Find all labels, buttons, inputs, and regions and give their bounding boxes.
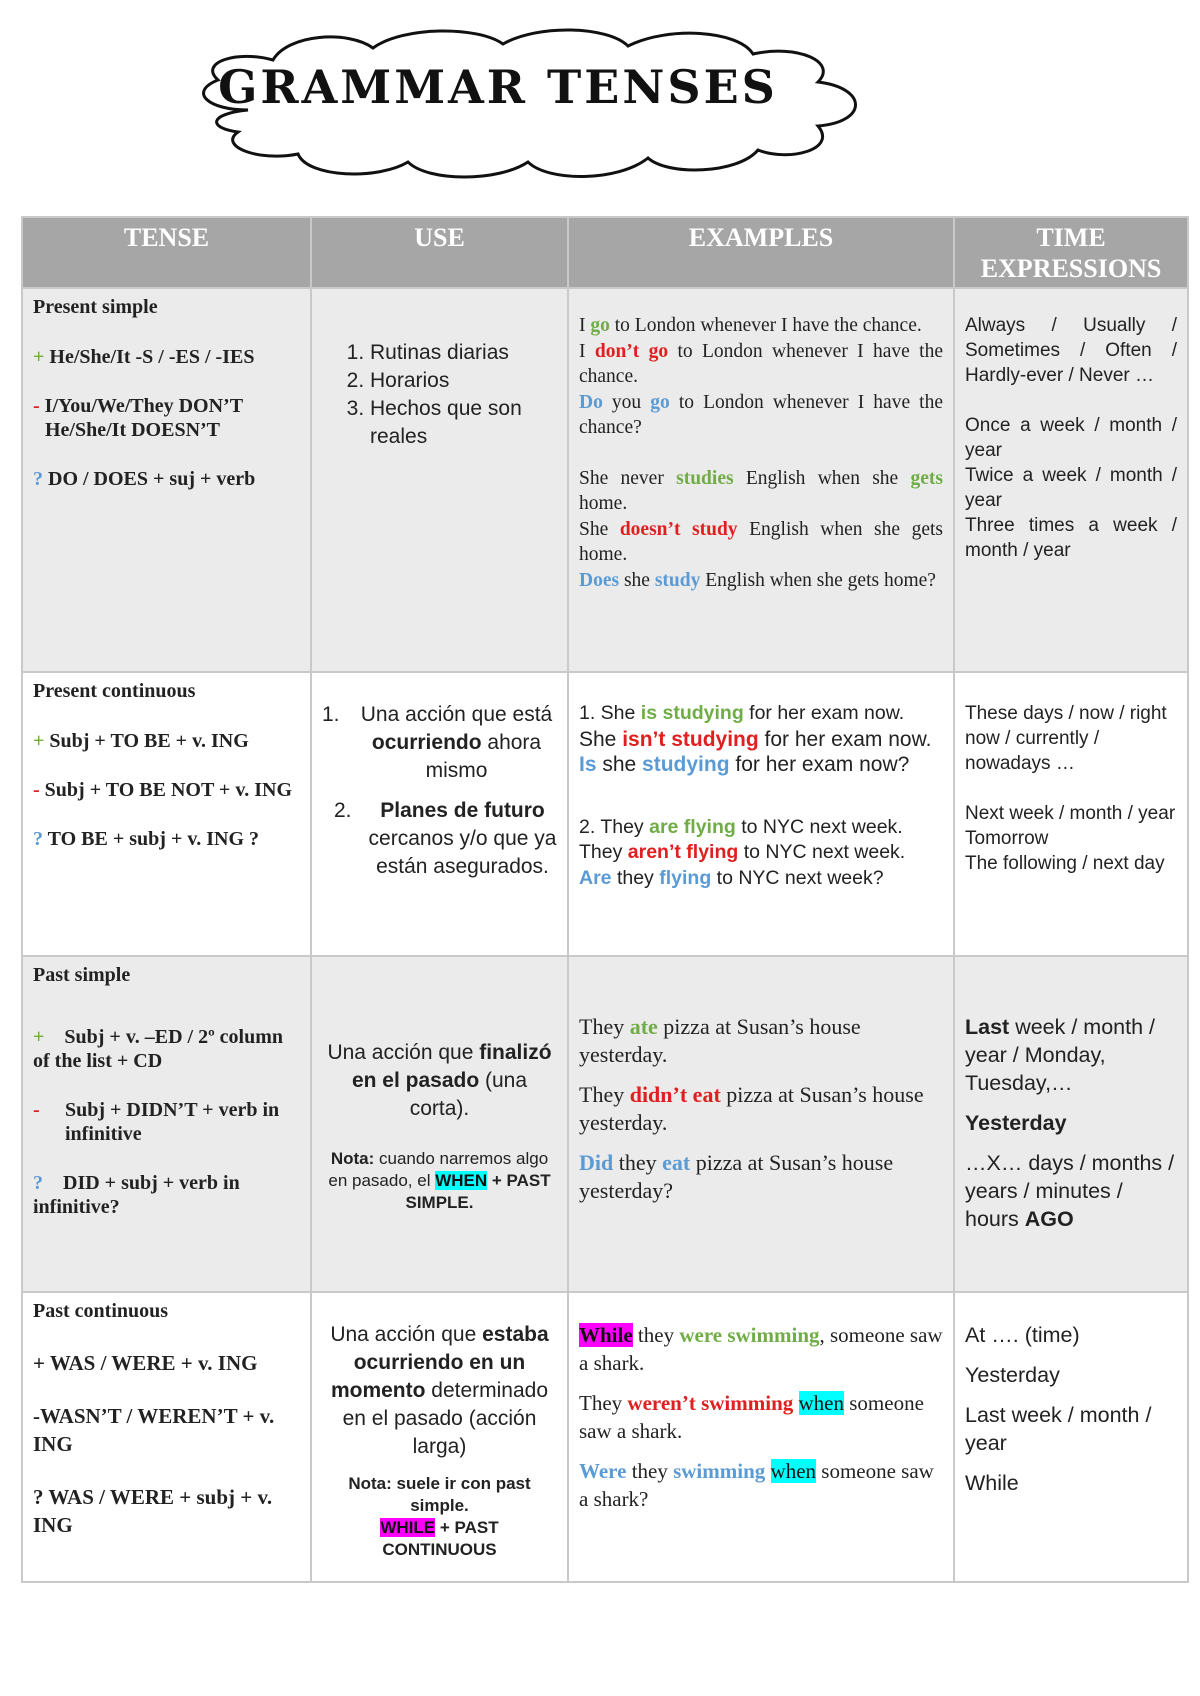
header-row	[22, 217, 1188, 288]
table-row-past-simple	[22, 956, 1188, 1292]
negative-text-2: He/She/It DOESN’T	[45, 419, 221, 441]
time-expression: Last week / month / year / Monday, Tuesday,…	[965, 1015, 1156, 1095]
header-tense: TENSE	[22, 217, 311, 288]
auxiliary-question: Did	[579, 1150, 614, 1175]
use-description: Una acción que estaba ocurriendo en un momento determinado en el pasado (acción larga)	[330, 1323, 549, 1458]
question-symbol: ?	[33, 828, 43, 850]
tense-name: Past simple	[33, 964, 131, 986]
example-sentence: She doesn’t study English when she gets home.	[579, 518, 943, 565]
plus-symbol: +	[33, 730, 45, 752]
highlight-when: WHEN	[435, 1171, 488, 1190]
example-sentence: They weren’t swimming when someone saw a shark.	[579, 1391, 924, 1443]
verb-negative: isn’t studying	[622, 727, 759, 751]
example-sentence: She isn’t studying for her exam now.	[579, 727, 932, 751]
verb-negative: weren’t swimming	[627, 1391, 794, 1415]
negative-text-1: I/You/We/They DON’T	[44, 395, 244, 417]
time-expressions-cell	[954, 1292, 1188, 1582]
minus-symbol: -	[33, 779, 40, 801]
time-expressions-cell	[954, 288, 1188, 672]
tense-cell	[22, 956, 311, 1292]
header-time-expressions: TIME EXPRESSIONS	[954, 217, 1188, 288]
time-expressions-cell	[954, 672, 1188, 956]
negative-text: Subj + DIDN’T + verb in infinitive	[65, 1099, 280, 1145]
auxiliary-question: Were	[579, 1459, 627, 1483]
tense-cell	[22, 1292, 311, 1582]
highlight-while: While	[579, 1323, 633, 1347]
time-expression: …X… days / months / years / minutes / hours AGO	[965, 1151, 1175, 1231]
verb-affirmative: ate	[629, 1014, 658, 1039]
highlight-when: when	[770, 1459, 817, 1483]
example-sentence: 2. They are flying to NYC next week.	[579, 815, 903, 838]
use-cell	[311, 1292, 568, 1582]
example-sentence: Were they swimming when someone saw a shark?	[579, 1459, 934, 1511]
table-row-present-simple	[22, 288, 1188, 672]
negative-form: -WASN’T / WEREN’T + v. ING	[33, 1404, 275, 1456]
use-cell	[311, 288, 568, 672]
use-description: Una acción que finalizó en el pasado (una corta).	[327, 1041, 552, 1120]
question-form: ? WAS / WERE + subj + v. ING	[33, 1485, 273, 1537]
examples-cell	[568, 956, 954, 1292]
grammar-table	[21, 216, 1189, 1583]
example-sentence: 1. She is studying for her exam now.	[579, 702, 905, 724]
example-sentence: I go to London whenever I have the chance.	[579, 315, 922, 336]
tense-name: Present simple	[33, 296, 158, 318]
plus-symbol: +	[33, 1026, 45, 1048]
verb-negative: don’t go	[594, 340, 669, 362]
verb-question: studying	[642, 753, 730, 776]
question-symbol: ?	[33, 468, 43, 490]
time-expression: These days / now / right now / currently / nowadays …	[965, 703, 1167, 774]
use-note: Nota: cuando narremos algo en pasado, el WHEN + PAST SIMPLE.	[328, 1149, 551, 1212]
example-sentence: They aren’t flying to NYC next week.	[579, 841, 906, 863]
auxiliary-question: Does	[579, 569, 620, 591]
question-form	[33, 1171, 300, 1219]
examples-cell	[568, 288, 954, 672]
question-form	[33, 467, 300, 491]
affirmative-form	[33, 729, 300, 753]
use-item: 2. Horarios	[370, 367, 557, 395]
time-expression: Always / Usually / Sometimes / Often / Hardly-ever / Never …	[965, 315, 1177, 386]
time-expression: While	[965, 1471, 1019, 1495]
tense-name: Present continuous	[33, 680, 196, 702]
question-text: DO / DOES + suj + verb	[48, 468, 256, 490]
header-examples: EXAMPLES	[568, 217, 954, 288]
question-form	[33, 827, 300, 851]
example-sentence: She never studies English when she gets home.	[579, 467, 943, 514]
use-note: Nota: suele ir con past simple. WHILE + PAST CONTINUOUS	[348, 1474, 531, 1559]
tense-name: Past continuous	[33, 1300, 169, 1322]
time-expression: Next week / month / year	[965, 803, 1176, 824]
header-use: USE	[311, 217, 568, 288]
verb-affirmative: go	[590, 315, 610, 336]
verb-affirmative: were swimming	[679, 1323, 820, 1347]
time-expression: Twice a week / month / year	[965, 465, 1177, 511]
minus-symbol: -	[33, 1099, 40, 1121]
time-expression: Three times a week / month / year	[965, 515, 1177, 561]
verb-negative: aren’t flying	[627, 841, 739, 863]
time-expression: Tomorrow	[965, 828, 1049, 849]
examples-cell	[568, 672, 954, 956]
verb-question: study	[654, 569, 701, 591]
use-item: 2. Planes de futuro cercanos y/o que ya están asegurados.	[334, 799, 557, 878]
question-text: DID + subj + verb in infinitive?	[33, 1172, 240, 1218]
time-expression: Yesterday	[965, 1111, 1067, 1135]
affirmative-form: + WAS / WERE + v. ING	[33, 1351, 258, 1375]
verb-affirmative: studies	[676, 467, 734, 489]
time-expression: At …. (time)	[965, 1323, 1080, 1347]
example-sentence: Did they eat pizza at Susan’s house yesterday?	[579, 1150, 894, 1203]
example-sentence: They ate pizza at Susan’s house yesterday.	[579, 1014, 861, 1067]
time-expression: Yesterday	[965, 1363, 1060, 1387]
verb-negative: doesn’t study	[619, 518, 738, 540]
page-title: GRAMMAR TENSES	[218, 60, 778, 114]
highlight-while: WHILE	[380, 1518, 436, 1537]
highlight-when: when	[798, 1391, 844, 1415]
example-sentence: Are they flying to NYC next week?	[579, 866, 884, 889]
tense-cell	[22, 672, 311, 956]
time-expression: The following / next day	[965, 853, 1165, 874]
affirmative-text: He/She/It -S / -ES / -IES	[49, 346, 255, 368]
affirmative-form	[33, 345, 300, 369]
negative-form	[33, 1098, 300, 1146]
time-expression: Last week / month / year	[965, 1403, 1152, 1455]
use-item: 1. Una acción que está ocurriendo ahora mismo	[322, 703, 553, 782]
question-text: TO BE + subj + v. ING ?	[47, 828, 260, 850]
plus-symbol: +	[33, 346, 45, 368]
table-row-present-continuous	[22, 672, 1188, 956]
verb-question: go	[650, 391, 670, 413]
examples-cell	[568, 1292, 954, 1582]
example-sentence: While they were swimming, someone saw a shark.	[579, 1323, 943, 1375]
use-cell	[311, 672, 568, 956]
verb-affirmative: are flying	[649, 815, 736, 838]
negative-form	[33, 394, 300, 418]
tense-cell	[22, 288, 311, 672]
question-symbol: ?	[33, 1172, 43, 1194]
example-sentence: I don’t go to London whenever I have the chance.	[579, 340, 943, 387]
example-sentence: Does she study English when she gets home?	[579, 569, 936, 591]
affirmative-text: Subj + TO BE + v. ING	[49, 730, 249, 752]
use-list	[322, 339, 557, 451]
example-sentence: Is she studying for her exam now?	[579, 753, 910, 776]
negative-text: Subj + TO BE NOT + v. ING	[44, 779, 293, 801]
affirmative-form	[33, 1025, 300, 1073]
negative-form	[33, 778, 300, 802]
example-sentence: They didn’t eat pizza at Susan’s house yesterday.	[579, 1082, 924, 1135]
auxiliary-question: Is	[579, 753, 597, 776]
example-sentence: Do you go to London whenever I have the chance?	[579, 391, 944, 438]
time-expression: Once a week / month / year	[965, 415, 1177, 461]
verb-question: eat	[662, 1150, 691, 1175]
time-expressions-cell	[954, 956, 1188, 1292]
verb-question: swimming	[673, 1459, 766, 1483]
verb-affirmative: gets	[910, 467, 943, 489]
minus-symbol: -	[33, 395, 40, 417]
verb-affirmative: is studying	[640, 702, 744, 724]
table-row-past-continuous	[22, 1292, 1188, 1582]
use-item: 1. Rutinas diarias	[370, 339, 557, 367]
auxiliary-question: Are	[579, 866, 612, 889]
verb-question: flying	[659, 866, 712, 889]
use-item: 3. Hechos que son reales	[370, 395, 557, 451]
use-cell	[311, 956, 568, 1292]
verb-negative: didn’t eat	[629, 1082, 721, 1107]
affirmative-text: Subj + v. –ED / 2º column of the list + CD	[33, 1026, 284, 1072]
title-cloud	[178, 22, 878, 192]
auxiliary-question: Do	[579, 391, 603, 413]
